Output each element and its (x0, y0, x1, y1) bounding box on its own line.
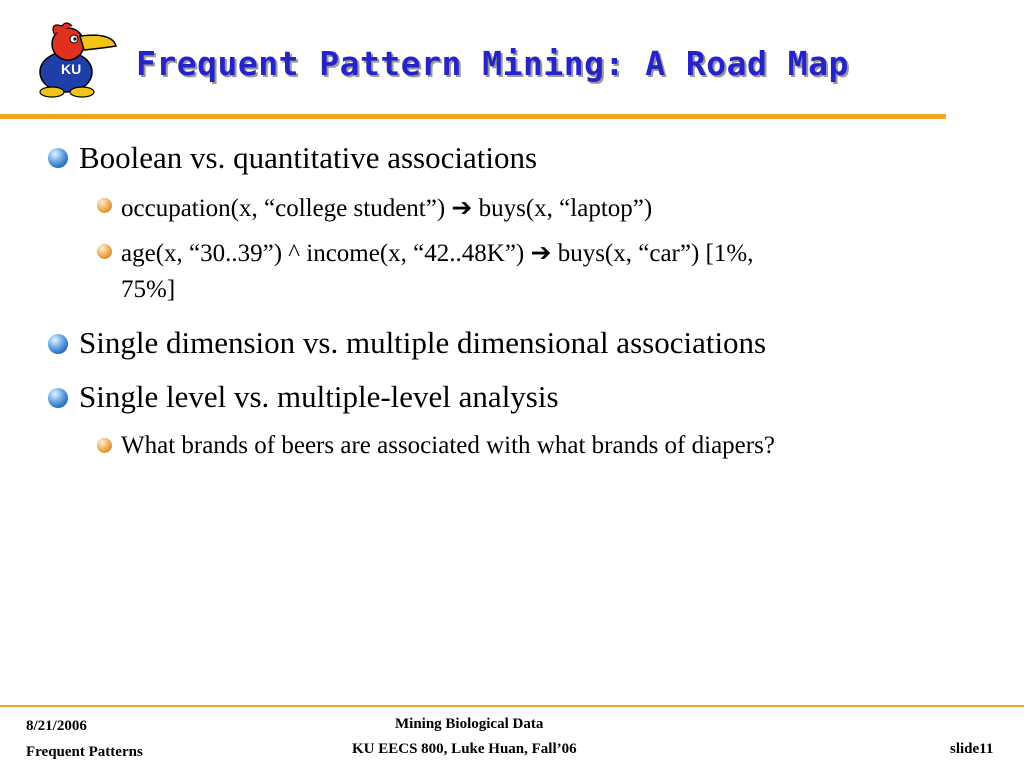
bullet-text: Boolean vs. quantitative associations (79, 140, 538, 175)
bullet-item (79, 379, 559, 415)
implies-arrow-icon: ➔ (530, 238, 552, 267)
slide-number: slide11 (950, 741, 994, 757)
footer-date: 8/21/2006 (26, 718, 87, 734)
bullet-text: Single level vs. multiple-level analysis (79, 379, 559, 414)
sub-bullet-orb-icon (97, 198, 112, 213)
bullet-orb-icon (48, 148, 68, 168)
bullet-text: Single dimension vs. multiple dimensional associations (79, 325, 767, 360)
sub-bullet-continuation: 75%] (121, 276, 176, 303)
bullet-text: What brands of beers are associated with what brands of diapers? (121, 432, 775, 459)
bullet-text: buys(x, “laptop”) (472, 195, 653, 222)
sub-bullet-orb-icon (97, 438, 112, 453)
bullet-item (79, 325, 766, 361)
bullet-text: occupation(x, “college student”) (121, 195, 452, 222)
logo-text: KU (61, 61, 82, 77)
bullet-text: buys(x, “car”) [1%, (551, 240, 754, 267)
ku-jayhawk-logo (20, 18, 124, 100)
slide-title: Frequent Pattern Mining: A Road Map (136, 44, 849, 83)
sub-bullet-item (121, 193, 652, 223)
title-divider (0, 114, 946, 119)
sub-bullet-item (121, 238, 753, 268)
bullet-orb-icon (48, 388, 68, 408)
footer-course-info: KU EECS 800, Luke Huan, Fall’06 (352, 741, 577, 757)
footer-course-title: Mining Biological Data (395, 716, 544, 732)
bullet-orb-icon (48, 334, 68, 354)
bullet-text: age(x, “30..39”) ^ income(x, “42..48K”) (121, 240, 531, 267)
sub-bullet-item (121, 432, 775, 460)
bullet-item (79, 140, 537, 176)
footer-topic: Frequent Patterns (26, 744, 143, 760)
implies-arrow-icon: ➔ (451, 193, 473, 222)
footer-divider (0, 705, 1024, 707)
sub-bullet-orb-icon (97, 244, 112, 259)
